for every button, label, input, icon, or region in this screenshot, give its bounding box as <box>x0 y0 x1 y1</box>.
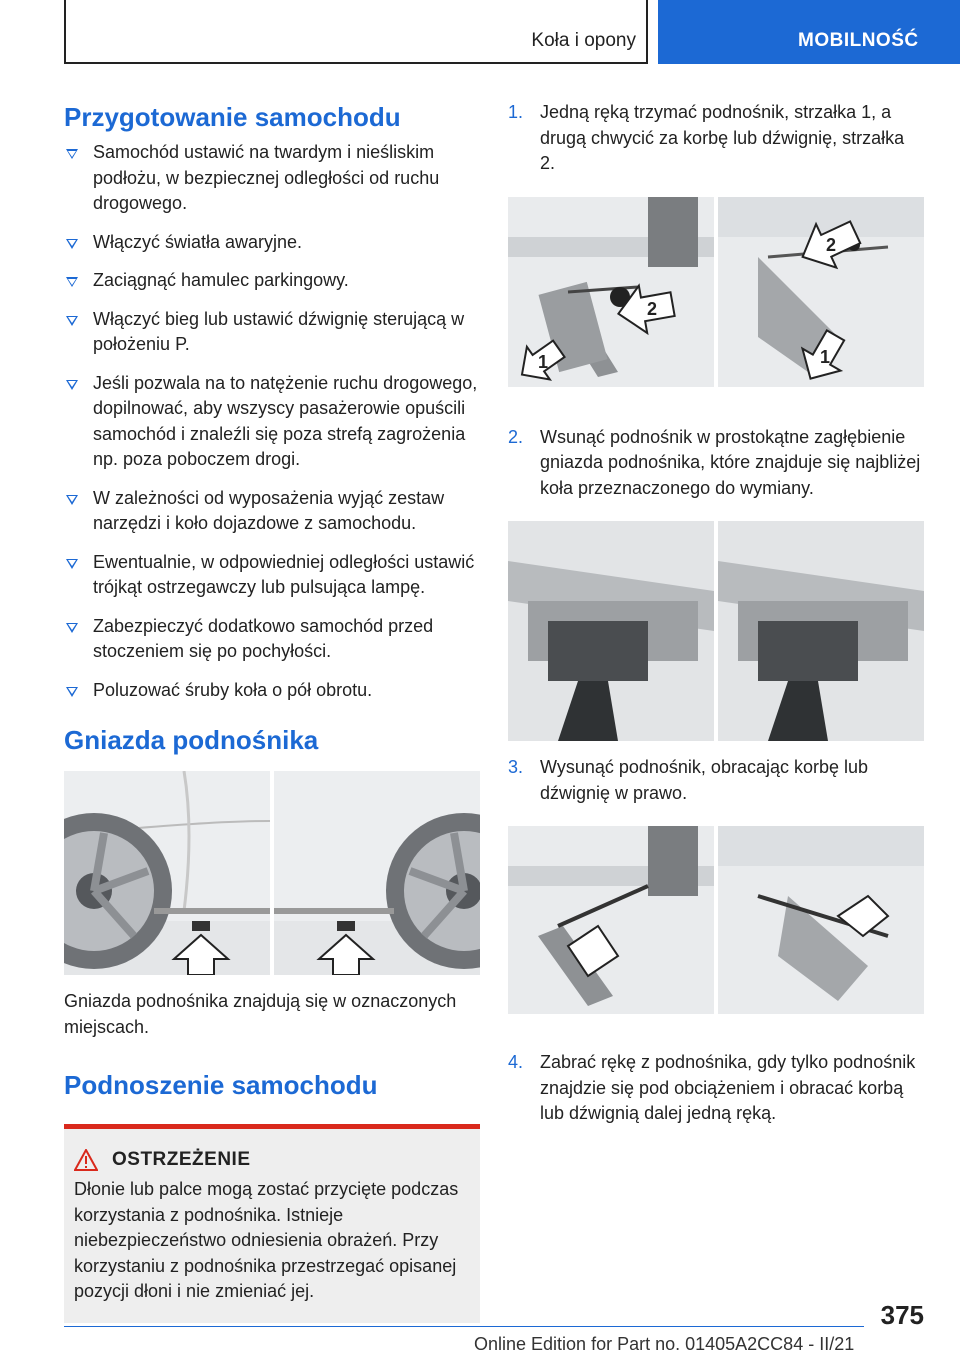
step-text: Wsunąć podnośnik w prostokątne zagłębienie gniazda podnośnika, które znajduje się najbliżej koła przeznaczonego do wymiany. <box>540 426 921 498</box>
arrow-overlay <box>508 197 924 387</box>
footer-divider <box>64 1326 864 1327</box>
triangle-bullet-icon <box>66 316 78 326</box>
image-divider <box>270 771 274 975</box>
list-item <box>64 230 480 256</box>
step-item <box>508 425 924 502</box>
arrow-label: 2 <box>826 234 837 255</box>
triangle-bullet-icon <box>66 559 78 569</box>
left-column <box>64 100 480 1323</box>
prep-heading: Przygotowanie samochodu <box>64 102 401 132</box>
list-item-text: Ewentualnie, w odpowiedniej odległości ustawić trójkąt ostrzegawczy lub pulsująca lampę. <box>93 551 475 597</box>
header-chapter-tab <box>658 0 960 64</box>
step-text: Zabrać rękę z podnośnika, gdy tylko podnośnik znajdzie się pod obciążeniem i obracać korbą lub dźwignią dalej jedną ręką. <box>540 1052 916 1123</box>
warning-triangle-icon <box>74 1149 98 1171</box>
step-number: 4. <box>508 1052 524 1072</box>
step-text: Jedną ręką trzymać podnośnik, strzałka 1, a drugą chwycić za korbę lub dźwignię, strzałka 2. <box>540 102 905 173</box>
list-item-text: Jeśli pozwala na to natężenie ruchu drogowego, dopilnować, aby wszyscy pasażerowie opuścili samochód i znaleźli się poza strefą zagrożenia np. poza poboczem drogi. <box>93 372 478 469</box>
header-chapter-title: MOBILNOŚĆ <box>798 30 919 51</box>
list-item <box>64 268 480 294</box>
steps-list <box>508 1050 924 1127</box>
list-item <box>64 550 480 601</box>
step-text: Wysunąć podnośnik, obracając korbę lub dźwignię w prawo. <box>540 757 869 803</box>
list-item-text: W zależności od wyposażenia wyjąć zestaw narzędzi i koło dojazdowe z samochodu. <box>93 487 445 533</box>
list-item <box>64 307 480 358</box>
step2-image <box>508 521 924 741</box>
list-item <box>64 486 480 537</box>
list-item-text: Poluzować śruby koła o pół obrotu. <box>93 679 373 700</box>
list-item-text: Samochód ustawić na twardym i nieśliskim podłożu, w bezpiecznej odległości od ruchu drogowego. <box>93 142 440 213</box>
arrow-label: 1 <box>538 351 549 372</box>
steps-list <box>508 100 924 177</box>
step-number: 3. <box>508 757 524 777</box>
step1-image <box>508 197 924 387</box>
warning-title: OSTRZEŻENIE <box>112 1149 251 1170</box>
header-section-title: Koła i opony <box>531 30 636 51</box>
jack-points-image <box>64 771 480 975</box>
step-number: 1. <box>508 102 524 122</box>
lifting-heading: Podnoszenie samochodu <box>64 1070 378 1100</box>
list-item <box>64 678 480 704</box>
image-divider <box>714 826 718 1014</box>
arrow-label: 1 <box>820 346 831 367</box>
right-column <box>508 100 924 1127</box>
step-item <box>508 755 924 806</box>
step-number: 2. <box>508 426 524 447</box>
triangle-bullet-icon <box>66 277 78 287</box>
triangle-bullet-icon <box>66 149 78 159</box>
footer-edition: Online Edition for Part no. 01405A2CC84 - II/21 <box>474 1334 855 1354</box>
triangle-bullet-icon <box>66 380 78 390</box>
list-item <box>64 140 480 217</box>
prep-list <box>64 140 480 703</box>
triangle-bullet-icon <box>66 495 78 505</box>
list-item-text: Zaciągnąć hamulec parkingowy. <box>93 270 349 290</box>
list-item-text: Włączyć bieg lub ustawić dźwignię sterującą w położeniu P. <box>93 308 465 354</box>
header-section-box <box>64 0 648 64</box>
triangle-bullet-icon <box>66 623 78 633</box>
warning-box <box>64 1124 480 1323</box>
steps-list <box>508 425 924 502</box>
triangle-bullet-icon <box>66 239 78 249</box>
list-item <box>64 371 480 473</box>
warning-header <box>74 1149 468 1171</box>
list-item-text: Zabezpieczyć dodatkowo samochód przed stoczeniem się po pochyłości. <box>93 615 434 661</box>
arrow-label: 2 <box>647 298 658 319</box>
step-item <box>508 100 924 177</box>
page-number: 375 <box>880 1300 924 1330</box>
warning-text: Dłonie lub palce mogą zostać przycięte podczas korzystania z podnośnika. Istnieje niebezpieczeństwo odniesienia obrażeń. Przy korzystaniu z podnośnika przestrzegać opisanej pozycji dłoni i nie zmieniać jej. <box>74 1179 459 1301</box>
jack-points-heading: Gniazda podnośnika <box>64 725 319 755</box>
triangle-bullet-icon <box>66 687 78 697</box>
arrow-2-icon <box>614 280 676 337</box>
step3-image <box>508 826 924 1014</box>
steps-list <box>508 755 924 806</box>
image-divider <box>714 521 718 741</box>
step-item <box>508 1050 924 1127</box>
jack-points-caption: Gniazda podnośnika znajdują się w oznaczonych miejscach. <box>64 991 457 1037</box>
list-item <box>64 614 480 665</box>
list-item-text: Włączyć światła awaryjne. <box>93 231 303 252</box>
